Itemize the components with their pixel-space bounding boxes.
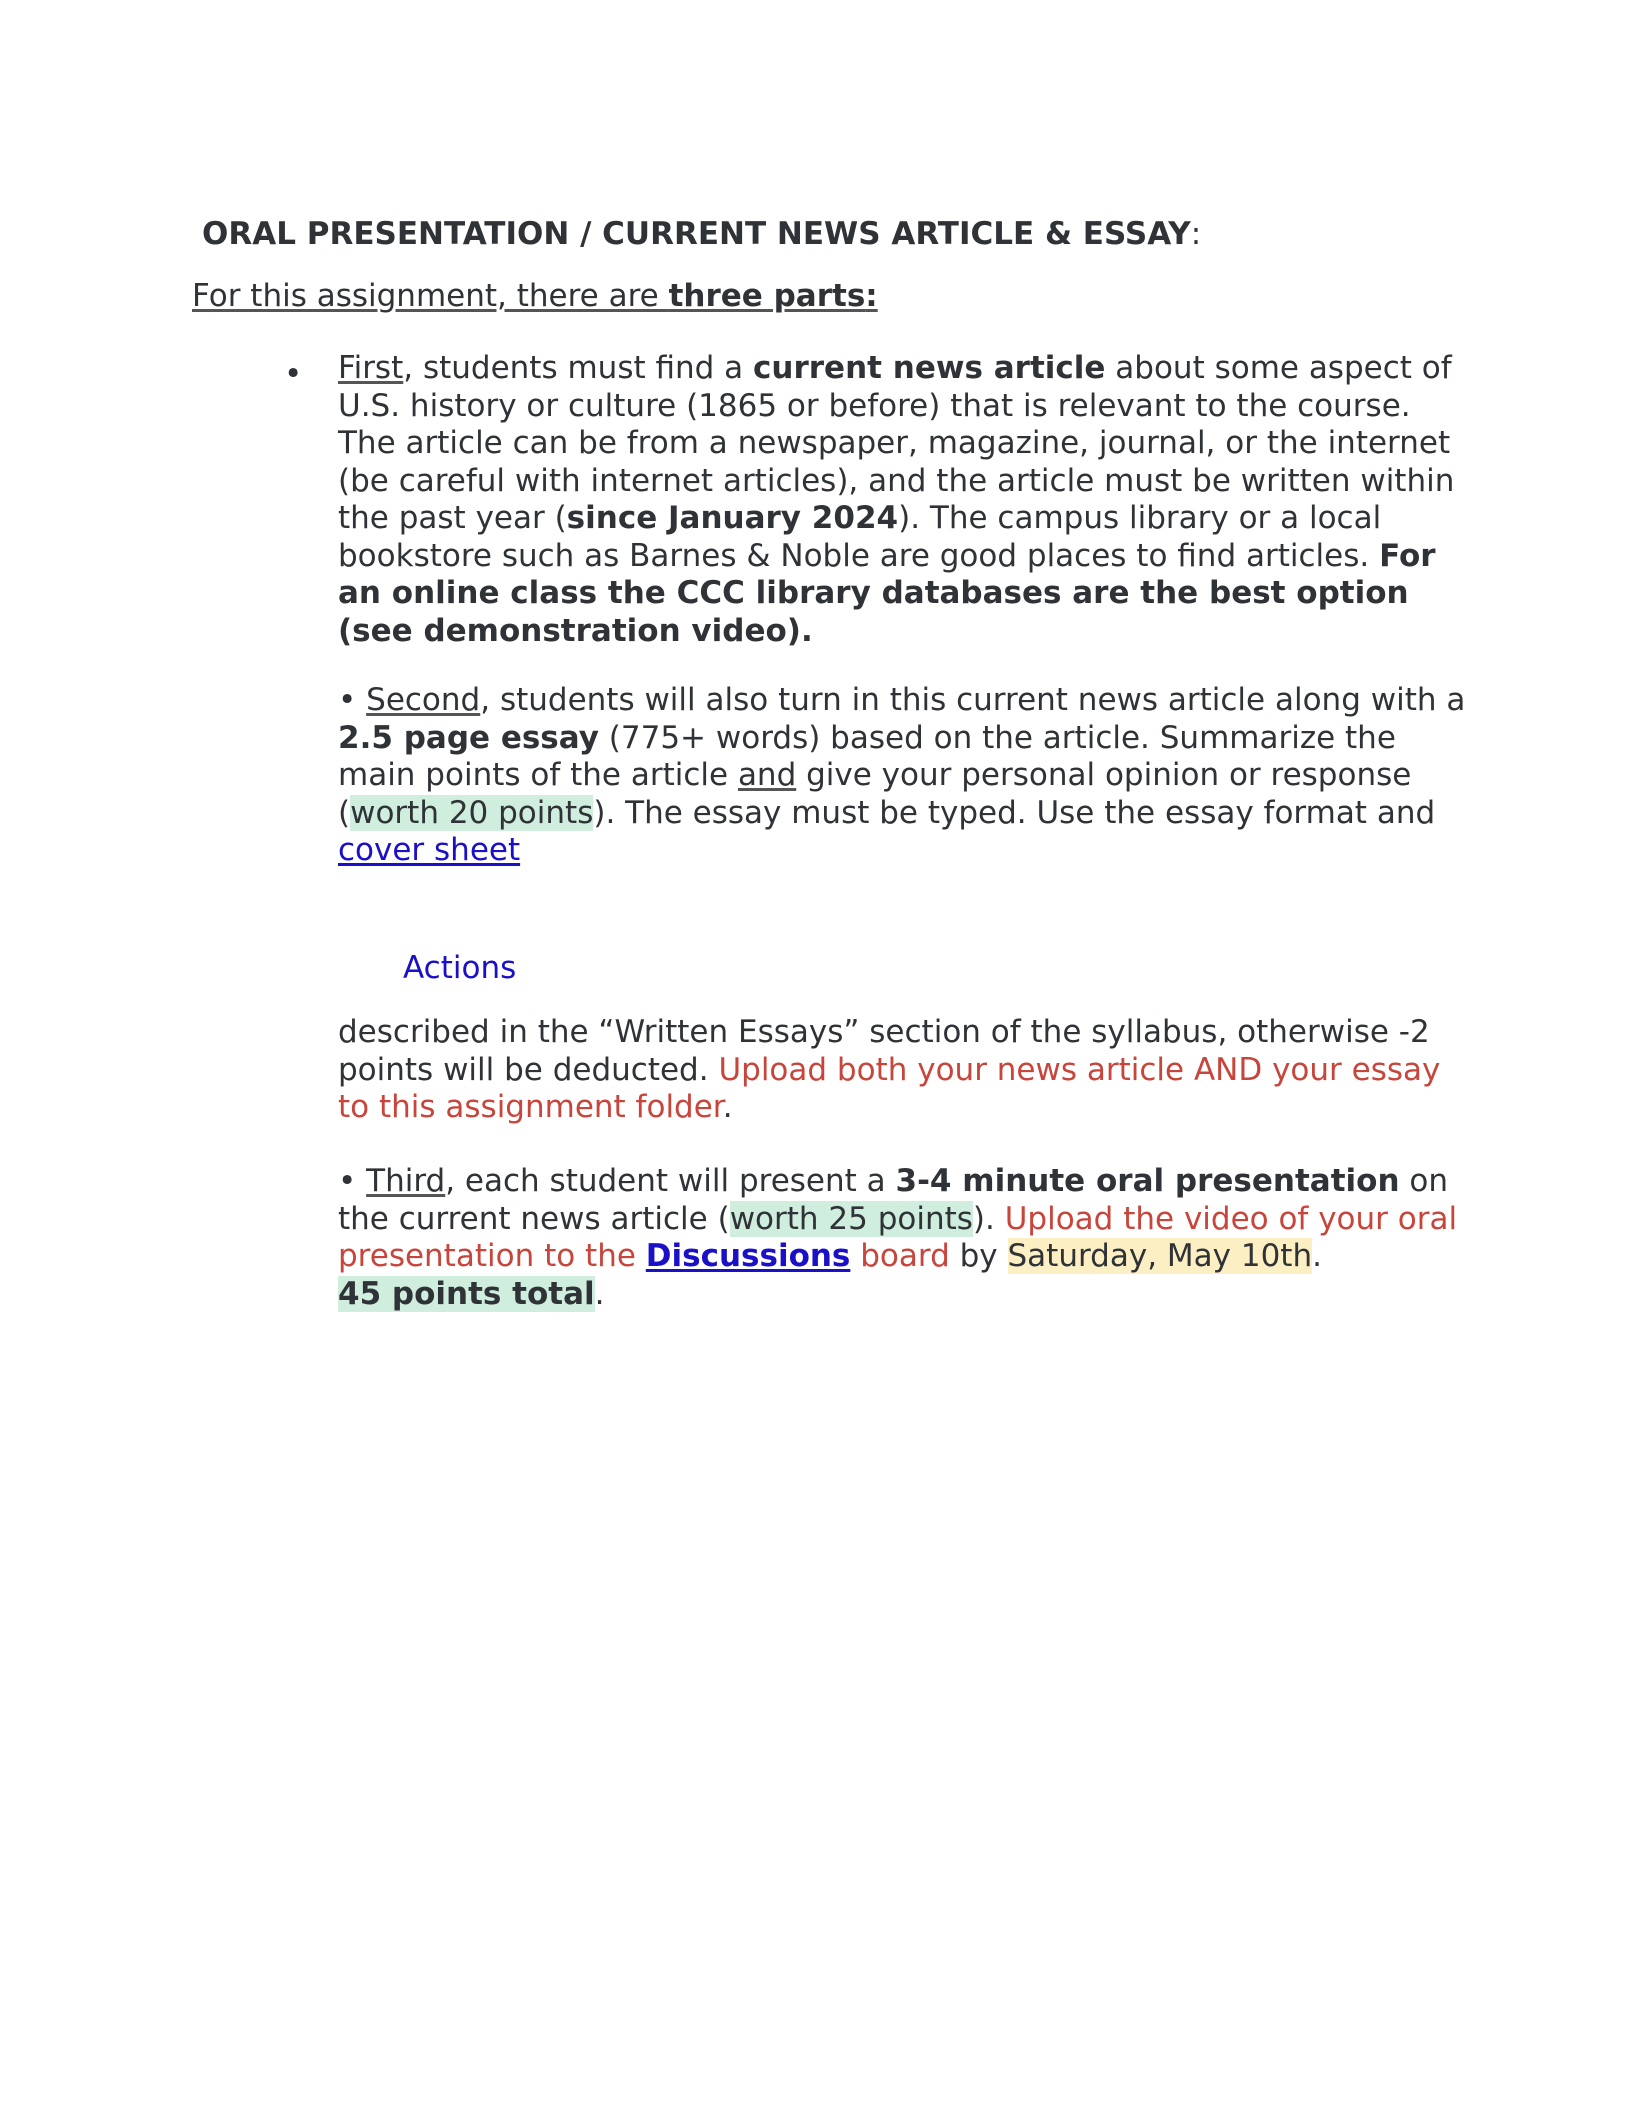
third-text-5: . (1312, 1238, 1322, 1274)
first-bold-1: current news article (753, 350, 1106, 386)
due-date-highlight: Saturday, May 10th (1007, 1238, 1313, 1274)
third-label: Third (366, 1163, 446, 1199)
part-second-continued (338, 1014, 1468, 1127)
discussions-link[interactable]: Discussions (645, 1238, 851, 1274)
first-bold-3: For an online class the CCC library databases are the best option (see demonstration video). (338, 537, 1436, 649)
first-label: First (338, 350, 404, 386)
actions-link[interactable]: Actions (403, 950, 517, 986)
cover-sheet-link[interactable]: cover sheet (338, 832, 521, 868)
third-points-highlight: worth 25 points (729, 1200, 973, 1237)
third-upload-instruction: Upload the video of your oral presentation to the (338, 1200, 1458, 1274)
second-text-1: , students will also turn in this current news article along with a (480, 682, 1466, 718)
first-text-3: ). The campus library or a local bookstore such as Barnes & Noble are good places to find articles. (338, 500, 1382, 574)
third-bold-1: 3-4 minute oral presentation (895, 1163, 1400, 1199)
second-cont-text-1: described in the “Written Essays” section of the syllabus, otherwise -2 points will be deducted. (338, 1014, 1430, 1088)
part-first (338, 350, 1468, 650)
first-bold-2: since January 2024 (566, 500, 899, 536)
part-third (338, 1163, 1468, 1313)
bullet-first: • (284, 356, 303, 392)
title-colon: : (1190, 216, 1202, 252)
second-text-4: ). The essay must be typed. Use the essay format and (593, 794, 1436, 831)
third-text-4: by (949, 1238, 1008, 1274)
second-bullet: • (338, 682, 367, 718)
intro-prefix: For this assignment, there are (192, 278, 669, 314)
second-text-2: (775+ words) based on the article. Summarize the main points of the article (338, 719, 1396, 793)
third-text-1: , each student will present a (445, 1163, 896, 1199)
second-bold-1: 2.5 page essay (338, 719, 599, 756)
second-underline-and: and (737, 757, 797, 793)
page-title (202, 214, 1201, 254)
second-cont-text-2: . (722, 1089, 733, 1125)
second-cont-upload-instruction: Upload both your news article AND your essay to this assignment folder (338, 1051, 1441, 1125)
first-text-1: , students must find a (403, 350, 754, 386)
third-text-3: ). (972, 1200, 1005, 1237)
second-text-3: give your personal opinion or response ( (338, 757, 1412, 831)
third-text-2: on the current news article ( (338, 1163, 1448, 1237)
second-label: Second (366, 682, 481, 718)
third-text-6: . (594, 1275, 605, 1312)
intro-bold: three parts (668, 278, 866, 314)
second-points-highlight: worth 20 points (350, 794, 594, 831)
third-bullet: • (338, 1163, 367, 1199)
title-text: ORAL PRESENTATION / CURRENT NEWS ARTICLE & ESSAY (202, 216, 1191, 252)
first-text-2: about some aspect of U.S. history or culture (1865 or before) that is relevant to the course. The article can be from a newspaper, magazine, journal, or the internet (be careful with internet articles), and the article must be written within the past year ( (338, 350, 1455, 536)
part-second (338, 682, 1468, 870)
intro-line (192, 276, 878, 316)
intro-colon: : (865, 278, 878, 314)
points-total: 45 points total (338, 1275, 595, 1312)
third-board-text: board (850, 1238, 950, 1274)
